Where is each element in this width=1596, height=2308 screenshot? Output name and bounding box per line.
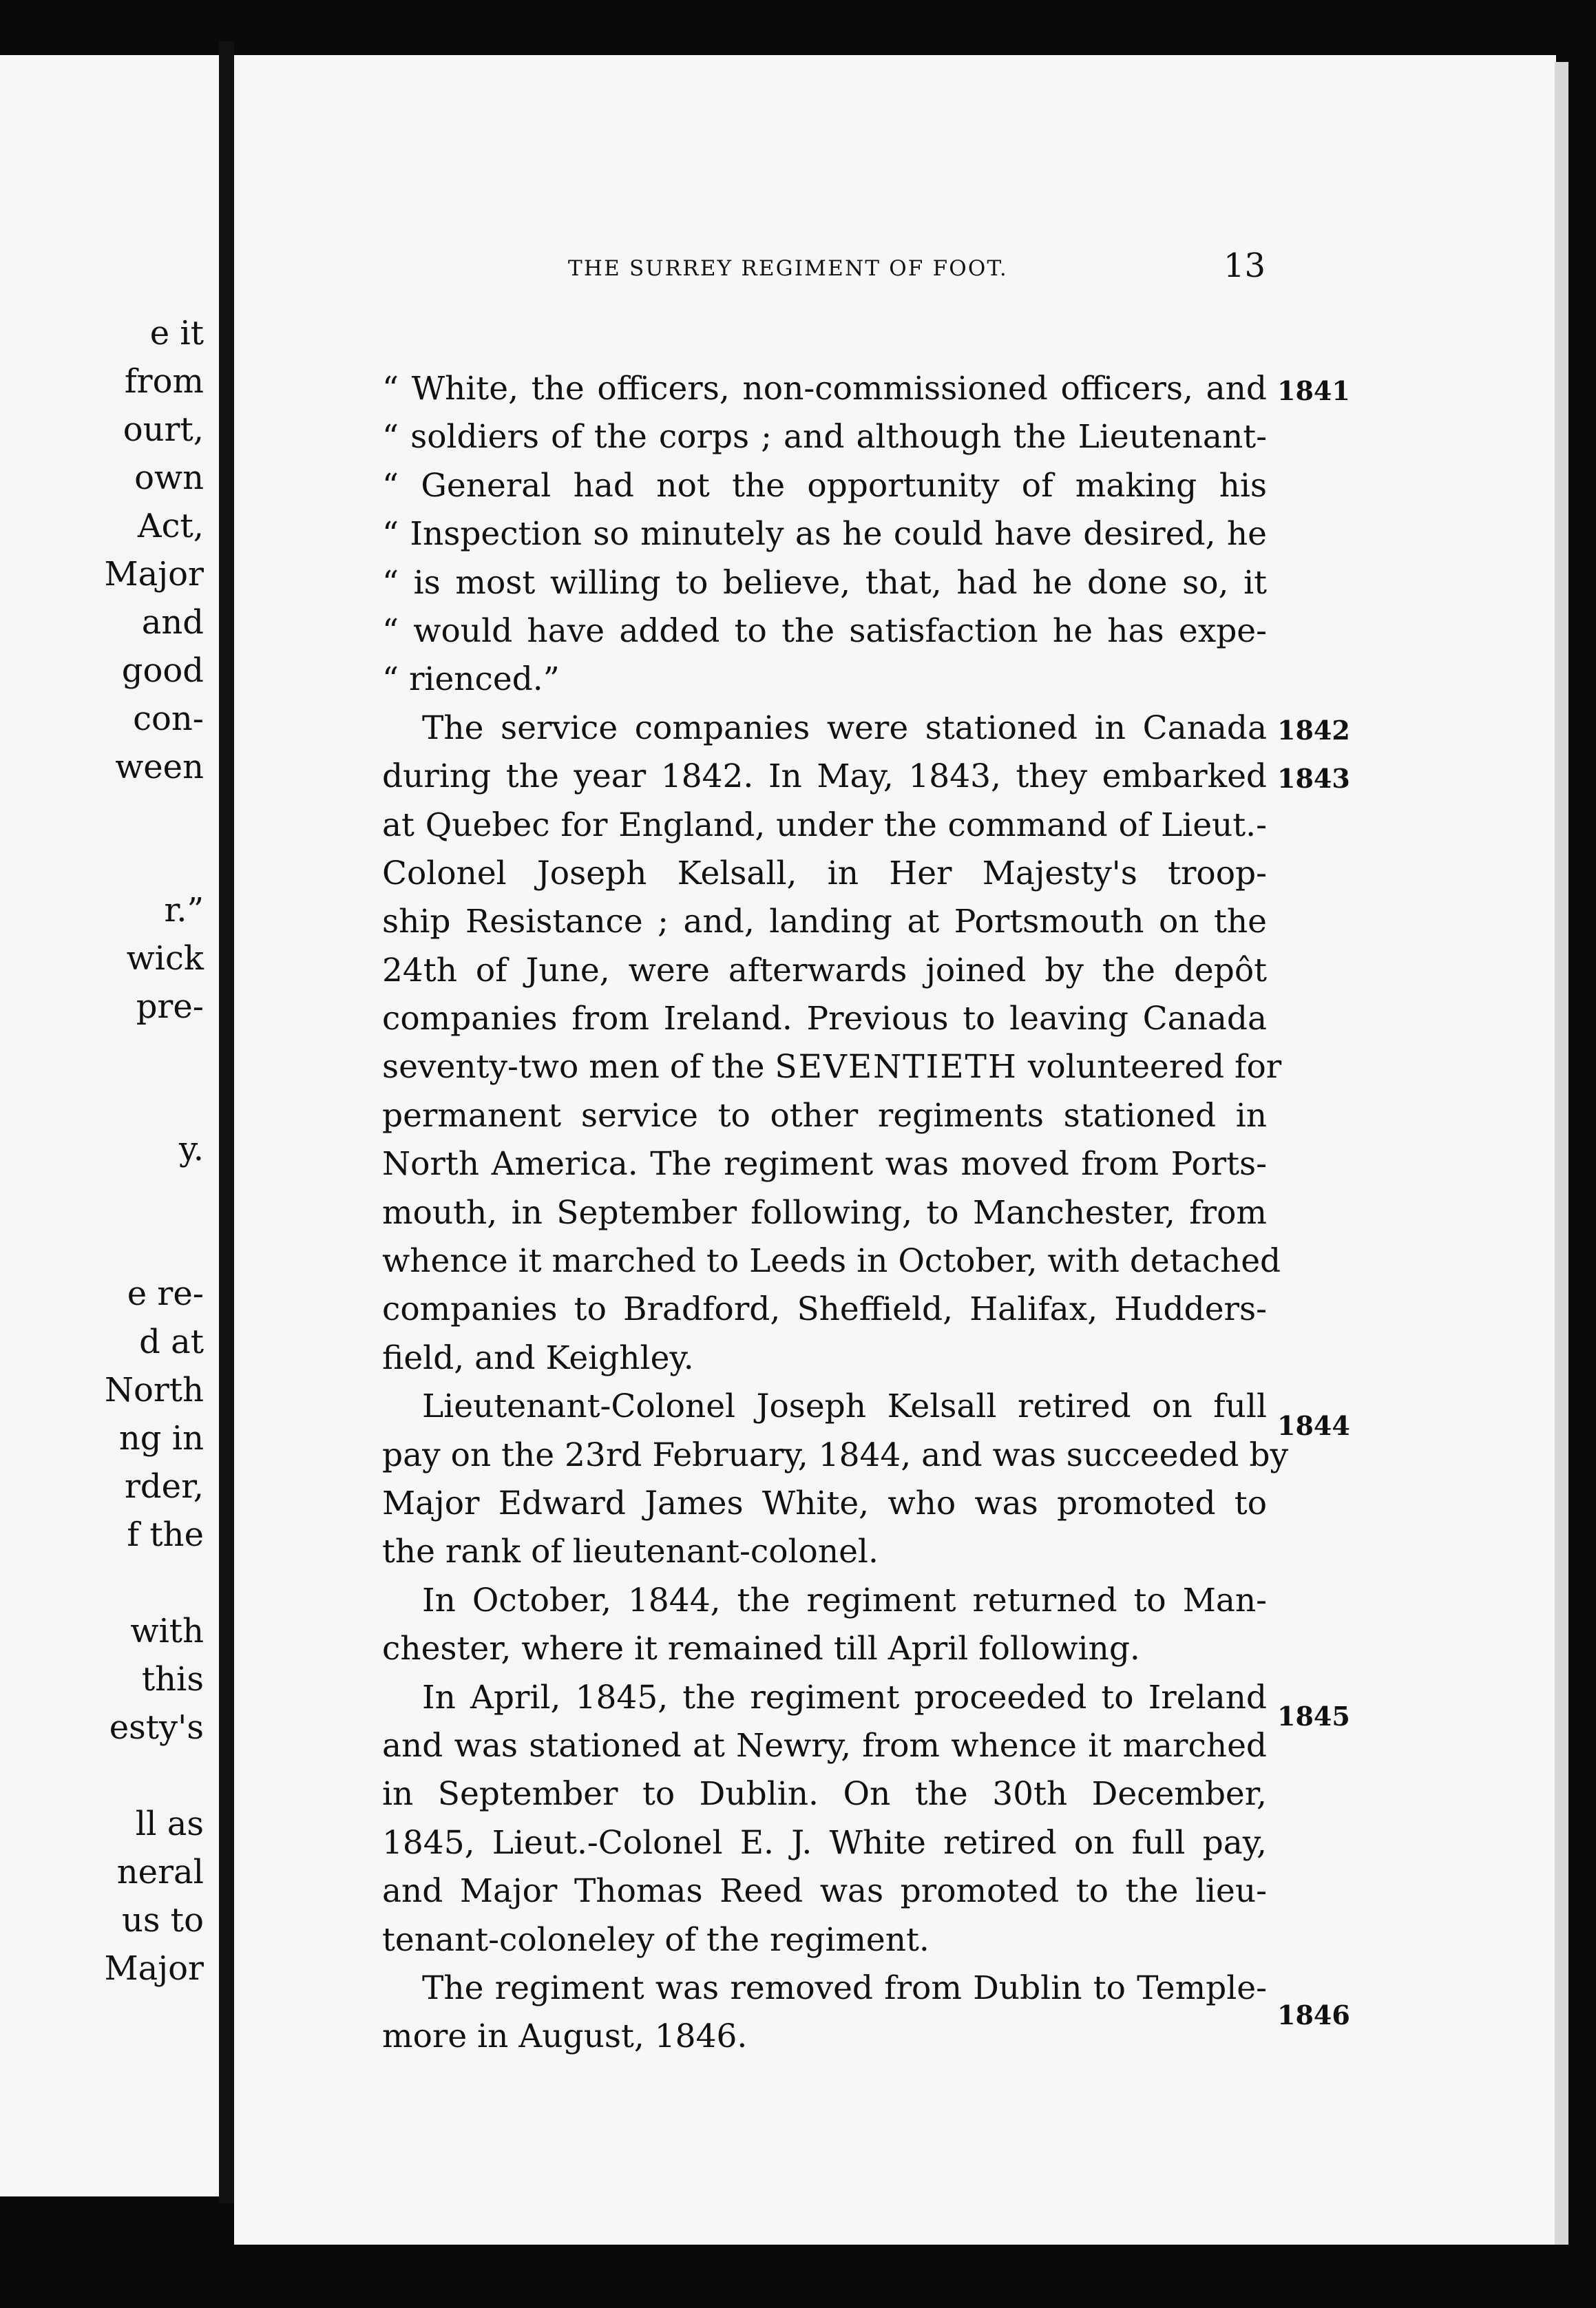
- text-line: during the year 1842. In May, 1843, they embarked: [382, 757, 1267, 796]
- text-line: the rank of lieutenant-colonel.: [382, 1533, 879, 1571]
- text-line: mouth, in September following, to Manchester, from: [382, 1193, 1267, 1232]
- text-line: In April, 1845, the regiment proceeded to Ireland: [422, 1678, 1267, 1717]
- previous-page-line: us to: [122, 1901, 204, 1940]
- text-line: companies from Ireland. Previous to leaving Canada: [382, 1000, 1267, 1038]
- text-line: “ would have added to the satisfaction he has expe-: [382, 611, 1267, 650]
- text-line: and was stationed at Newry, from whence it marched: [382, 1726, 1267, 1765]
- text-line: Colonel Joseph Kelsall, in Her Majesty's troop-: [382, 854, 1267, 892]
- text-line: at Quebec for England, under the command of Lieut.-: [382, 806, 1267, 844]
- previous-page-line: Major: [104, 555, 204, 594]
- text-line: ship Resistance ; and, landing at Portsmouth on the: [382, 903, 1267, 941]
- book-page: [234, 55, 1556, 2245]
- margin-year: 1843: [1277, 763, 1350, 794]
- text-line: “ Inspection so minutely as he could have desired, he: [382, 515, 1267, 554]
- text-line: Lieutenant-Colonel Joseph Kelsall retired on full: [422, 1387, 1267, 1426]
- text-line: Major Edward James White, who was promoted to: [382, 1484, 1267, 1522]
- text-line: in September to Dublin. On the 30th December,: [382, 1775, 1267, 1814]
- text-line: 1845, Lieut.-Colonel E. J. White retired on full pay,: [382, 1823, 1267, 1862]
- previous-page-line: own: [134, 459, 204, 497]
- previous-page-line: e it: [149, 314, 204, 353]
- previous-page-line: this: [141, 1660, 204, 1699]
- page-edge: [1555, 62, 1568, 2245]
- body-text: [382, 365, 1289, 2062]
- text-span: volunteered for: [1027, 1048, 1282, 1087]
- text-line: and Major Thomas Reed was promoted to the lieu-: [382, 1872, 1267, 1911]
- margin-year: 1841: [1277, 375, 1350, 406]
- text-line: field, and Keighley.: [382, 1339, 694, 1377]
- book-gutter: [219, 41, 234, 2203]
- text-line: “ is most willing to believe, that, had he done so, it: [382, 563, 1267, 602]
- previous-page-line: con-: [133, 700, 204, 738]
- text-line: The service companies were stationed in Canada: [422, 709, 1267, 747]
- previous-page-line: from: [124, 362, 204, 401]
- page-number: 13: [1224, 246, 1266, 285]
- previous-page-line: esty's: [109, 1708, 204, 1747]
- running-head: THE SURREY REGIMENT OF FOOT.: [568, 256, 1008, 281]
- text-line: “ soldiers of the corps ; and although the Lieutenant-: [382, 418, 1267, 457]
- previous-page-line: Major: [104, 1949, 204, 1988]
- text-line: [382, 1043, 1282, 1091]
- margin-year: 1845: [1277, 1701, 1350, 1732]
- previous-page-line: ll as: [135, 1805, 204, 1843]
- previous-page-line: e re-: [127, 1274, 204, 1313]
- text-line: North America. The regiment was moved from Ports-: [382, 1145, 1267, 1184]
- previous-page-line: pre-: [136, 987, 204, 1026]
- previous-page-line: and: [141, 603, 204, 642]
- previous-page-line: y.: [179, 1130, 204, 1168]
- text-line: 24th of June, were afterwards joined by the depôt: [382, 951, 1267, 989]
- text-line: tenant-coloneley of the regiment.: [382, 1920, 930, 1959]
- previous-page-line: Act,: [137, 507, 204, 545]
- previous-page-line: good: [121, 651, 204, 690]
- previous-page-line: North: [104, 1371, 204, 1409]
- text-line: “ rienced.”: [382, 660, 560, 699]
- previous-page-line: f the: [127, 1515, 204, 1554]
- previous-page-line: ng in: [118, 1419, 204, 1458]
- regiment-name: SEVENTIETH: [775, 1048, 1018, 1087]
- margin-year: 1842: [1277, 715, 1350, 746]
- previous-page-line: rder,: [124, 1467, 204, 1506]
- previous-page-line: wick: [126, 939, 204, 978]
- previous-page-line: ween: [115, 748, 204, 786]
- text-line: whence it marched to Leeds in October, with detached: [382, 1242, 1281, 1281]
- previous-page-line: r.”: [164, 891, 204, 930]
- text-line: pay on the 23rd February, 1844, and was succeeded by: [382, 1436, 1289, 1474]
- text-line: more in August, 1846.: [382, 2017, 748, 2056]
- previous-page-line: d at: [139, 1323, 204, 1361]
- text-line: companies to Bradford, Sheffield, Halifax, Hudders-: [382, 1290, 1267, 1329]
- previous-page-line: neral: [116, 1853, 204, 1891]
- previous-page: [0, 55, 219, 2196]
- text-line: “ White, the officers, non-commissioned officers, and: [382, 370, 1267, 408]
- text-line: “ General had not the opportunity of making his: [382, 466, 1267, 505]
- text-line: The regiment was removed from Dublin to Temple-: [422, 1969, 1267, 2007]
- text-line: permanent service to other regiments stationed in: [382, 1096, 1267, 1135]
- text-line: In October, 1844, the regiment returned to Man-: [422, 1581, 1267, 1619]
- margin-year: 1846: [1277, 2000, 1350, 2031]
- margin-year: 1844: [1277, 1410, 1350, 1441]
- text-span: seventy-two men of the: [382, 1048, 765, 1087]
- previous-page-line: with: [130, 1612, 204, 1650]
- previous-page-line: ourt,: [123, 410, 204, 449]
- text-line: chester, where it remained till April following.: [382, 1630, 1140, 1668]
